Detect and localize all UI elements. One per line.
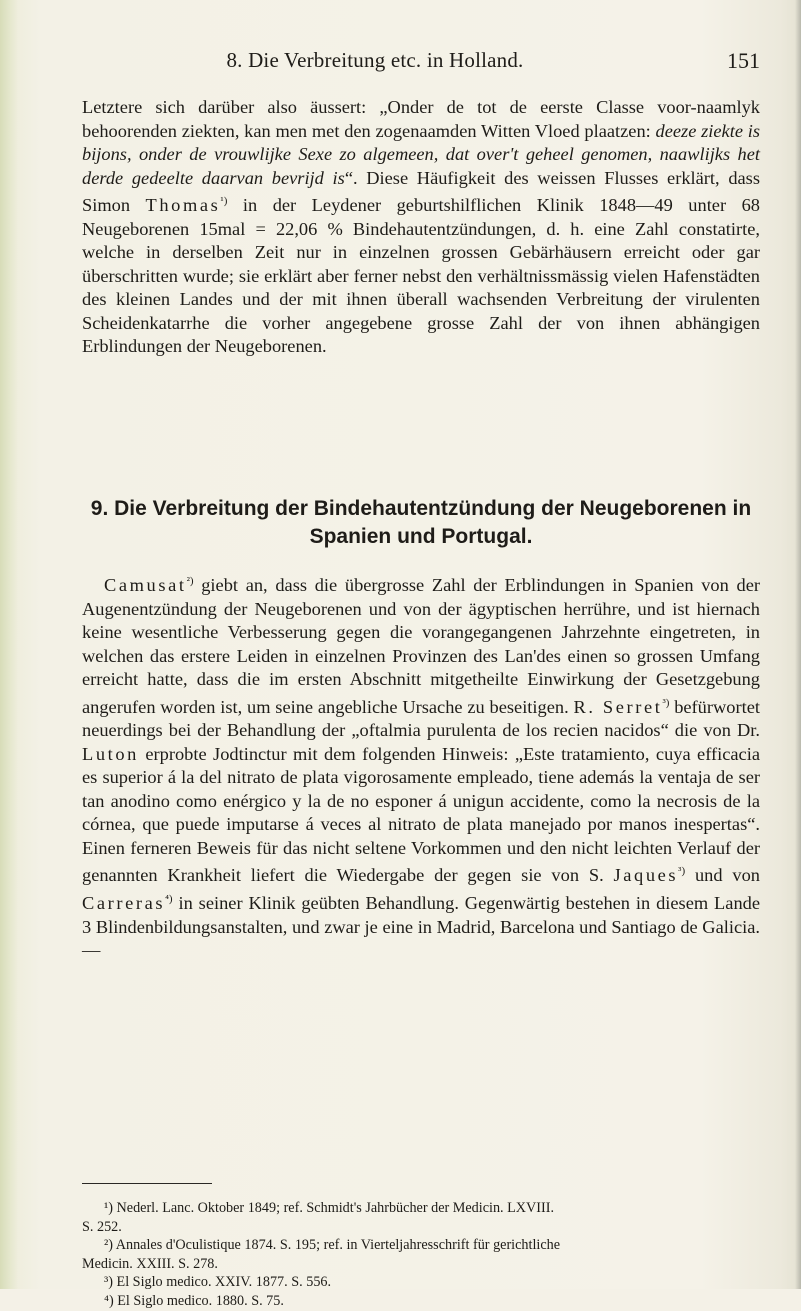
paragraph-spain-portugal [82,570,760,963]
footnote-1-continued: S. 252. [82,1218,122,1235]
footnote-2: ²) Annales d'Oculistique 1874. S. 195; ref. in Vierteljahresschrift für gerichtliche [104,1237,561,1254]
footnote-4: ⁴) El Siglo medico. 1880. S. 75. [104,1292,284,1309]
footnotes [82,1199,762,1311]
dutch-quote-italic: deeze ziekte is bijons, onder de vrouwlijke Sexe zo algemeen, dat over't geheel genomen, naawlijks het derde gedeelte daarvan bevrijd is [82,120,760,188]
section-heading-line-2: Spanien und Portugal. [309,525,533,548]
author-name-serret: R. Serret [573,696,663,717]
footnote-ref-1: ¹) [220,195,228,207]
page-edge-shadow [795,0,801,1289]
paragraph-text: Letztere sich darüber also äussert: „Onder de tot de eerste Classe voor-naamlyk behoorenden ziekten, kan men met den zogenaamden Witten Vloed plaatzen: deeze ziekte is bijons, onder de vrouwlijke Sexe zo algemeen, dat over't geheel genomen, naawlijks het derde gedeelte daarvan bevrijd is“. Diese Häufigkeit des weissen Flusses erklärt, dass Simon Thomas$^{^1)}$ in der Leydener geburtshilflichen Klinik 1848—49 unter 68 Neugeborenen 15mal = 22,06 % Bindehautentzündungen, d. h. eine Zahl constatirte, welche in derselben Zeit nur in einzelnen grossen Gebärhäusern erreicht oder gar überschritten wurde; sie erklärt aber ferner nebst den verhältnissmässig vielen Hafenstädten des kleinen Landes und der mit ihnen überall wachsenden Verbreitung der virulenten Scheidenkatarrhe die vorher angegebene grosse Zahl der von ihnen abhängigen Erblindungen der Neugeborenen. [82,97,760,357]
paragraph-text: Camusat$^{^2)}$ giebt an, dass die übergrosse Zahl der Erblindungen in Spanien von der Augenentzündung der Neugeborenen und von der ägyptischen herrühre, und ist hiernach keine wesentliche Verbesserung gegen die vorangegangenen Jahrzehnte eingetreten, in welchen das erstere Leiden in einzelnen Provinzen des Lan'des einen so grossen Umfang erreicht hatte, dass die im ersten Abschnitt mitgetheilte Einwirkung der Gesetzgebung angerufen worden ist, um seine angebliche Ursache zu beseitigen. R. Serret$^{^3)}$ befürwortet neuerdings bei der Behandlung der „oftalmia purulenta de los recien nacidos“ die von Dr. Luton erprobte Jodtinctur mit dem folgenden Hinweis: „Este tratamiento, cuya efficacia es superior á la del nitrato de plata vigorosamente empleado, tiene además la ventaja de ser tan anodino como enérgico y la de no esponer á unigun accidente, como la necrosis de la córnea, que puede imputarse á veces al nitrato de plata manejado por manos inespertas“. Einen ferneren Beweis für das nicht seltene Vorkommen und den nicht leichten Verlauf der genannten Krankheit liefert die Wiedergabe der gegen sie von S. Jaques$^{^3)}$ und von Carreras$^{^4)}$ in seiner Klinik geübten Behandlung. Gegenwärtig bestehen in diesem Lande 3 Blindenbildungsanstalten, und zwar je eine in Madrid, Barcelona und Santiago de Galicia. — [82,575,760,960]
footnote-ref-4: ⁴) [165,892,173,905]
footnote-ref-3b: ³) [678,865,686,878]
footnote-2-continued: Medicin. XXIII. S. 278. [82,1255,218,1272]
page-gutter-shadow [0,0,18,1289]
page-header [80,48,760,82]
paragraph-holland [82,96,760,359]
page-number: 151 [727,48,760,73]
footnote-1: ¹) Nederl. Lanc. Oktober 1849; ref. Schmidt's Jahrbücher der Medicin. LXVIII. [104,1200,555,1216]
running-head: 8. Die Verbreitung etc. in Holland. [226,48,524,72]
footnote-3: ³) El Siglo medico. XXIV. 1877. S. 556. [104,1274,332,1291]
author-name-carreras: Carreras [82,893,166,913]
author-name-thomas: Thomas [145,195,221,216]
author-name-luton: Luton [82,743,139,764]
section-heading [80,495,762,551]
footnote-divider [82,1183,212,1184]
author-name-jaques: Jaques [613,865,679,886]
author-name-camusat: Camusat [104,575,187,596]
section-heading-line-1: 9. Die Verbreitung der Bindehautentzündung der Neugeborenen in [90,497,752,520]
footnote-ref-2: ²) [186,575,194,587]
footnote-ref-3: ³) [662,696,670,709]
